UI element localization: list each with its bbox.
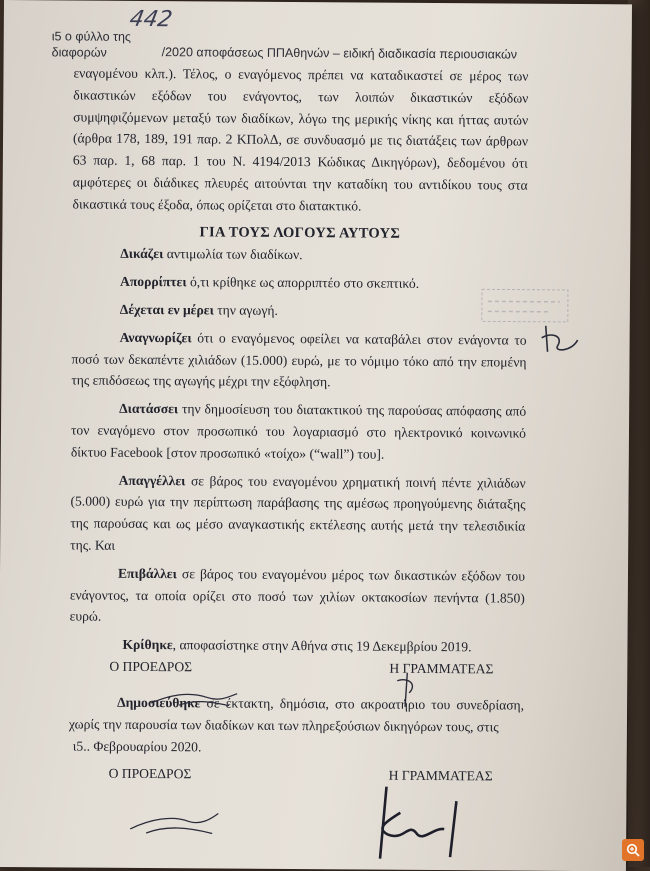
publication-date: ι5.. Φεβρουαρίου 2020.: [73, 735, 524, 760]
ruling-item: [72, 243, 527, 268]
ruling-verb: Απορρίπτει: [120, 274, 187, 289]
table-edge: [628, 0, 650, 867]
page-header: [52, 10, 612, 14]
ruling-verb: Επιβάλλει: [118, 566, 177, 581]
ruling-verb: Διατάσσει: [119, 401, 178, 416]
reasoning-paragraph: εναγομένου κλπ.). Τέλος, ο εναγόμενος πρέπει να καταδικαστεί σε μέρος των δικαστικών εξόδων του ενάγοντος, των λοιπών δικαστικών εξόδων συμψηφιζόμενων μεταξύ των διαδίκων, λόγω της μερικής νίκης και ήττας αυτών (άρθρα 178, 189, 191 παρ. 2 ΚΠολΔ, σε συνδυασμό με τις διατάξεις των άρθρων 63 παρ. 1, 68 παρ. 1 του Ν. 4194/2013 Κώδικας Δικηγόρων), δεδομένου ότι αμφότερες οι διάδικες πλευρές αιτούνται την καταδίκη του αντιδίκου τους στα δικαστικά τους έξοδα, όπως ορίζεται στο διατακτικό.: [73, 62, 529, 218]
header-title: /2020 αποφάσεως ΠΠΑθηνών – ειδική διαδικασία περιουσιακών: [162, 45, 517, 61]
secretary-signature-2: [364, 783, 505, 864]
ruling-item: [71, 398, 526, 467]
handwritten-page-number: 442: [128, 7, 175, 32]
judged-text: , αποφασίστηκε στην Αθήνα στις 19 Δεκεμβρίου 2019.: [173, 637, 472, 654]
ruling-item: [72, 271, 527, 296]
ruling-text: αντιμωλία των διαδίκων.: [163, 246, 302, 262]
published-text: σε έκτακτη, δημόσια, στο ακροατήριο του συνεδρίαση, χωρίς την παρουσία των διαδίκων και των πληρεξούσιων δικηγόρων τους, στις: [69, 695, 524, 734]
header-sheet-line1: ι5 ο φύλλο της: [52, 28, 131, 45]
president-label: Ο ΠΡΟΕΔΡΟΣ: [109, 656, 192, 678]
ruling-text: σε βάρος του εναγομένου χρηματική ποινή πέντε χιλιάδων (5.000) ευρώ για την περίπτωση παράβασης της αμέσως προηγούμενης διάταξης της παρούσας και ως μέσο αναγκαστικής εκτέλεσης αυτής μετά την τελεσιδικία της. Και: [70, 473, 526, 553]
president-signature-2: [126, 807, 222, 838]
faded-stamp: [480, 285, 572, 326]
section-heading: ΓΙΑ ΤΟΥΣ ΛΟΓΟΥΣ ΑΥΤΟΥΣ: [72, 221, 527, 246]
ruling-item: [72, 298, 527, 323]
ruling-verb: Δέχεται εν μέρει: [120, 302, 214, 318]
ruling-text: ό,τι κρίθηκε ως απορριπτέο στο σκεπτικό.: [187, 274, 420, 291]
zoom-button[interactable]: [622, 839, 644, 861]
ruling-verb: Απαγγέλλει: [119, 472, 186, 487]
header-sheet-label: [52, 28, 131, 61]
ruling-item: [70, 562, 525, 631]
header-sheet-line2: διαφορών: [52, 44, 131, 61]
secretary-signature-1: [387, 671, 427, 711]
published-verb: Δημοσιεύθηκε: [117, 695, 200, 711]
president-signature-1: [149, 685, 239, 710]
ruling-text: την δημοσίευση του διατακτικού της παρούσας απόφασης από τον εναγόμενο στον προσωπικό του λογαριασμό στο ηλεκτρονικό κοινωνικό δίκτυο Facebook [στον προσωπικό «τοίχο» (“wall”) του].: [71, 401, 526, 461]
signature-row-1: [69, 655, 524, 680]
ruling-verb: Δικάζει: [120, 246, 163, 261]
document-body: [69, 62, 529, 787]
ruling-item: [71, 326, 526, 395]
ruling-text: την αγωγή.: [214, 302, 278, 317]
secretary-label: Η ΓΡΑΜΜΑΤΕΑΣ: [389, 765, 493, 788]
zoom-in-icon: [626, 843, 640, 857]
initials-signature: [538, 322, 582, 356]
judged-verb: Κρίθηκε: [122, 637, 172, 652]
publication-paragraph: [69, 691, 524, 738]
ruling-item: [70, 469, 526, 559]
ruling-text: σε βάρος του εναγομένου μέρος των δικαστικών εξόδων του ενάγοντος, τα οποία ορίζει στο ποσό των χιλίων οκτακοσίων πενήντα (1.850) ευρώ.: [70, 566, 525, 624]
secretary-label: Η ΓΡΑΜΜΑΤΕΑΣ: [389, 658, 493, 681]
judgment-date: [69, 634, 524, 659]
president-label: Ο ΠΡΟΕΔΡΟΣ: [109, 763, 192, 785]
ruling-text: ότι ο εναγόμενος οφείλει να καταβάλει στον ενάγοντα το ποσό των δεκαπέντε χιλιάδων (15.000) ευρώ, με το νόμιμο τόκο από την επομένη της επιδόσεως της αγωγής μέχρι την εξόφληση.: [71, 330, 526, 390]
ruling-verb: Αναγνωρίζει: [120, 330, 192, 346]
